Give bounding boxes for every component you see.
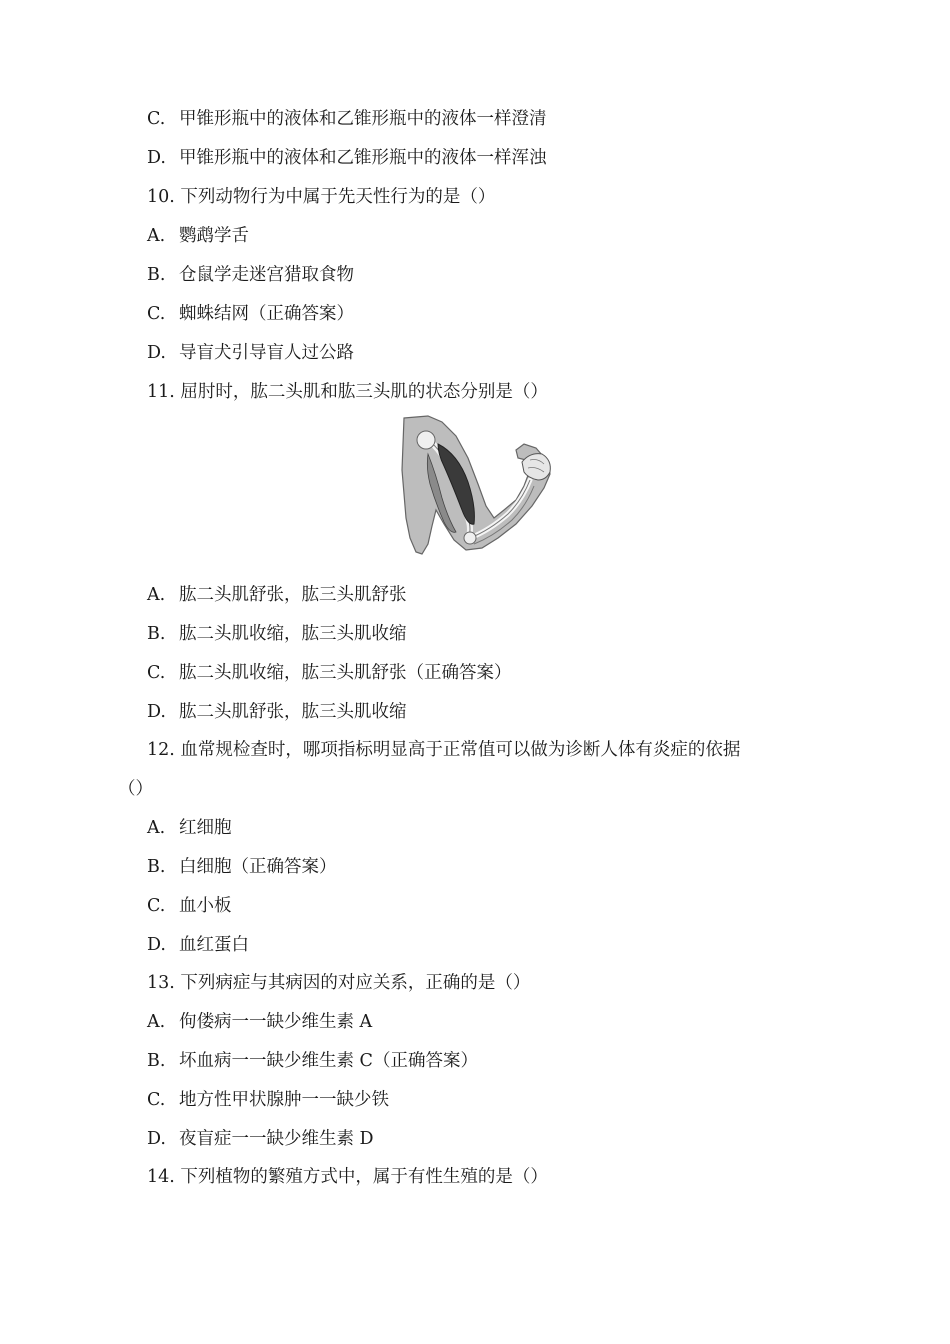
option-text: 鹦鹉学舌 — [179, 226, 249, 246]
option-text: 血红蛋白 — [179, 935, 249, 955]
q11-option-d — [147, 700, 407, 724]
q9-option-d — [147, 146, 547, 170]
option-letter: B. — [147, 624, 166, 644]
q10-option-a — [147, 224, 249, 248]
option-text: 红细胞 — [179, 818, 232, 838]
option-letter: A. — [147, 818, 166, 838]
option-text: 仓鼠学走迷宫猎取食物 — [179, 265, 354, 285]
q14-stem: 14. 下列植物的繁殖方式中，属于有性生殖的是（） — [147, 1167, 548, 1187]
q11-option-c — [147, 661, 512, 685]
q12-stem: 12. 血常规检查时，哪项指标明显高于正常值可以做为诊断人体有炎症的依据 — [147, 740, 741, 760]
option-letter: A. — [147, 585, 166, 605]
q12-stem-continuation: （） — [118, 779, 153, 799]
option-letter: C. — [147, 304, 166, 324]
option-letter: C. — [147, 663, 166, 683]
arm-flexion-illustration — [398, 414, 558, 556]
option-text: 肱二头肌收缩，肱三头肌收缩 — [179, 624, 407, 644]
arm-flexion-figure — [398, 414, 558, 556]
q13-option-a — [147, 1010, 372, 1034]
q12-option-b — [147, 855, 337, 879]
option-text: 夜盲症一一缺少维生素 D — [179, 1129, 374, 1149]
option-text: 甲锥形瓶中的液体和乙锥形瓶中的液体一样澄清 — [179, 109, 547, 129]
option-letter: C. — [147, 109, 166, 129]
q10-option-b — [147, 263, 354, 287]
option-text: 坏血病一一缺少维生素 C（正确答案） — [179, 1051, 478, 1071]
option-letter: D. — [147, 702, 166, 722]
option-text: 肱二头肌舒张，肱三头肌收缩 — [179, 702, 407, 722]
option-letter: C. — [147, 896, 166, 916]
q10-stem: 10. 下列动物行为中属于先天性行为的是（） — [147, 187, 496, 207]
q10-option-c — [147, 302, 354, 326]
option-text: 肱二头肌舒张，肱三头肌舒张 — [179, 585, 407, 605]
q11-option-a — [147, 583, 407, 607]
q12-option-d — [147, 933, 249, 957]
option-letter: B. — [147, 1051, 166, 1071]
option-letter: A. — [147, 226, 166, 246]
q12-option-a — [147, 816, 232, 840]
option-text: 血小板 — [179, 896, 232, 916]
option-text: 蜘蛛结网（正确答案） — [179, 304, 354, 324]
q13-option-d — [147, 1127, 374, 1151]
q10-option-d — [147, 341, 354, 365]
option-letter: D. — [147, 935, 166, 955]
option-text: 肱二头肌收缩，肱三头肌舒张（正确答案） — [179, 663, 512, 683]
option-letter: D. — [147, 343, 166, 363]
option-letter: A. — [147, 1012, 166, 1032]
q12-option-c — [147, 894, 232, 918]
option-letter: D. — [147, 1129, 166, 1149]
q11-option-b — [147, 622, 407, 646]
option-text: 白细胞（正确答案） — [179, 857, 337, 877]
option-letter: B. — [147, 265, 166, 285]
option-letter: D. — [147, 148, 166, 168]
option-text: 导盲犬引导盲人过公路 — [179, 343, 354, 363]
q9-option-c — [147, 107, 547, 131]
option-text: 甲锥形瓶中的液体和乙锥形瓶中的液体一样浑浊 — [179, 148, 547, 168]
option-letter: B. — [147, 857, 166, 877]
q13-stem: 13. 下列病症与其病因的对应关系，正确的是（） — [147, 973, 531, 993]
q11-stem: 11. 屈肘时，肱二头肌和肱三头肌的状态分别是（） — [147, 382, 548, 402]
option-text: 地方性甲状腺肿一一缺少铁 — [179, 1090, 389, 1110]
q13-option-c — [147, 1088, 389, 1112]
option-letter: C. — [147, 1090, 166, 1110]
q13-option-b — [147, 1049, 478, 1073]
option-text: 佝偻病一一缺少维生素 A — [179, 1012, 373, 1032]
